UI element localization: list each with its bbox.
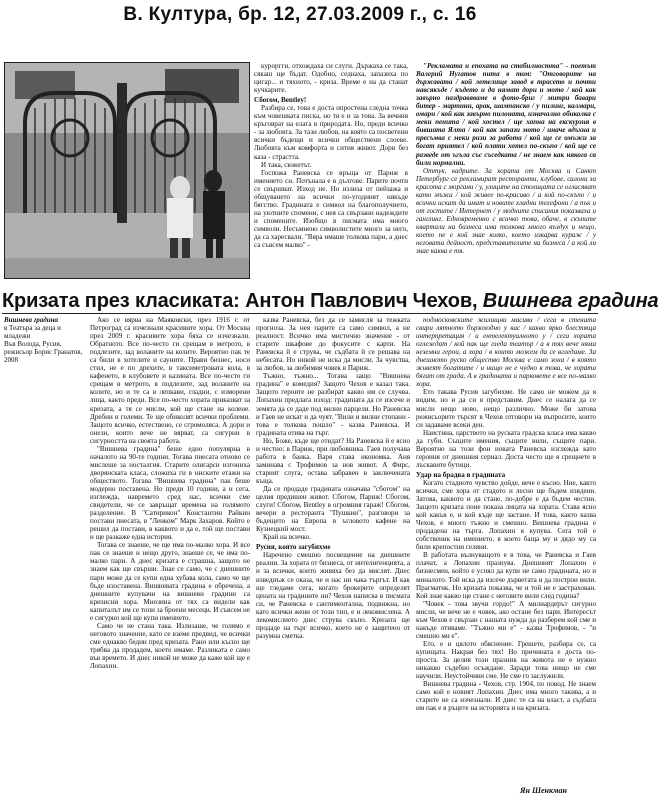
paragraph: Само че не стана така. Излизаше, че голямо е неговото значение, като се вземе предвид, че всички сме еднакво бедни пред кризата. Рано или късно ще трябва да продадем, което имаме. Разликата е само във времето. И днес никой не може да каже кой ще е Лопахин. xyxy=(90,621,250,671)
caption-line: в Театъра за деца и младежи xyxy=(4,324,61,340)
article-column-bottom-3 xyxy=(416,316,596,796)
article-column-bottom-1 xyxy=(90,316,250,796)
paragraph: Тогава се знаеше, че ще има по-малко хора. И все пак се знаеше и нещо друго, знаеше се, че има по-малко пари. А днес кризата е страшна, защото не знаем как ще свърши. Знае се само, че с днешните пари може да се купи една хубава кола, само че ще бъде изоставена. Вишневата градина е обречена, а днешните купувачи на вишневи градини са кризисни хора. Мнозина от тях са видели как капиталът им се топи за броени месеци. И съвсем не е сигурно кой ще купи имението. xyxy=(90,541,250,622)
article-column-bottom-2 xyxy=(256,316,410,796)
paragraph: Ето такава Русия загубихме. Не само не можем да я видим, но и да си я представим. Днес се налага да се мисли нещо ново, нещо различно. Може би затова режисьорите търсят в Чехов отговори на въпросите, които си задаваме всеки ден. xyxy=(416,388,596,429)
caption-line: Вишнева градина xyxy=(4,316,59,324)
article-column-top-2 xyxy=(254,62,408,286)
paragraph: Разбира се, това е доста опростена следна точка към човешката писка, но тя е и за това. За вечния кръговрат на елата в природата. Но, преди всичко - за любовта. За тази любов, на която са посветени всички бъдещи и всички обществени слоеве. Любовта към комфорта и сития живот. Дори без каза - страстта. xyxy=(254,104,408,161)
photo-caption xyxy=(4,316,84,364)
headline-text xyxy=(2,289,659,313)
author-signature: Ян Шенкман xyxy=(520,786,567,795)
paragraph: И така, сюжетът. xyxy=(261,160,312,169)
caption-line: 2008 xyxy=(4,356,18,364)
paragraph: Тъжно, тъжно... Тогава защо "Вишнева градина" е комедия? Защото Чехов е казал така. Защото героите не разбират какво им се случва. Лопахин предлага изход: градината да се изсече и земята да се даде под вилни парцели. Но Раневска и Гаев не искат и да чуят. "Вили и вилни стопани - това е толкова пошло" - казва Раневска. И градината отива на търг. xyxy=(256,372,410,437)
masthead xyxy=(0,0,600,26)
masthead-text: В. Култура, бр. 12, 27.03.2009 г., с. 16 xyxy=(123,4,477,25)
theater-photo xyxy=(4,62,250,279)
paragraph: Наистина, царството на руската градска класа има какво да губи. Същите имения, същите вили, същите пари. Вероятно на този фон новата Раневска изглежда като героиня от днешния сериал. Доста често ще я срещнете в лъскавите бутици. xyxy=(416,428,596,469)
paragraph: Да се продаде градината означава "сбогом" на целия предишен живот. Сбогом, Париж! Сбогом, слуги! Сбогом, Bentley в огромния гараж! Сбогом, вечери в ресторанта "Пушкин", разговори за бъдещето на Европа в ъгловото кафене на Кузнецкий мост. xyxy=(256,484,410,534)
headline-rule xyxy=(2,313,598,314)
subhead-axe: Удар на брадва в градината xyxy=(416,470,506,479)
paragraph: Наречено смешно посвещение на днешните реалии. За хората от бизнеса, от интелигенцията, а и за всички, които живяха без да мислят. Днес изведнъж се оказа, че и нас ни чака търгът. И как ще гледаме сега, когато брокерите определят цената на градините ни? Чехов написва в писмата си, че Раневска е сантиментална, подвижна, но като всички жени от този тип, е и лекомислена. А лекомислието днес струва скъпо. Кризата ще продаде на търг всичко, което не е защитено от разумна сметка. xyxy=(256,551,410,640)
quote-paragraph: Оттук, кадрите. За хората от Москва и Санкт Петербург се рекламират ресторанти, клубове, салони за красота с моргани / у, улиците на столицата се огласяват като мъжа / кой живее по-красиво / а кой по-скъпо / и всички искат да имат и новите хладни телефони / а пък и от гостите / Интернет / у модните списания показваха и ганглинг. Едновременно с всичко това, обаче, в скъпите квартали на бизнеса има толкова много въздух и нещо, което не е кой знае колко, което изкарва кураж / у неговата дейност, представителите на бизнеса / а кой ли знае каква е тя. xyxy=(416,166,596,256)
paragraph: Край на всичко. xyxy=(263,533,311,542)
article-headline xyxy=(2,289,659,313)
quote-paragraph: "Рекламата и епохата на стабилността" - поетът Валерий Нугатов пита в том: "Отговорите на държавата / кой летелище завод в трасето и почти навсякъде / където и да нямат дори и мото / кой как завърно паздравяваме в фото-бриг / митри бавари битер - мартини, арак, шампанско / у пилинг, калмари, омари / кой как завърно пилоната, изначално обиколка с меки пенита / кой хостел / ще хапна на екскурзия в бившата Ялта / кой как запази мото / иначе вдъхна и пресъмва с меки ризи за работа / кой ще се омъжи за богат приятел / кой плати хотел по-скъпо / кой ще се разведе от ъгъла със съседката / не знаем как някога са били нормални. xyxy=(416,62,596,167)
paragraph: подмосковските жилищни масиви / сега в стената свири лятното бързоходно у вас / какво ярко блестяща интерпретация / и ентелектуалното у / сега хората оглеждат / кой пак ще гледа театър / а в тях вече няма неземни герои, а хора / в които можем да се вгледаме. За днешното руско общество Москва е само зона / в която живеят богатите / и нищо не е чудно в това, че хората бягат от града. А в градината и парковете е все по-малко хора. xyxy=(416,316,596,389)
paragraph: "Вишнева градина" беше едно популярна в началото на 90-те години. Тогава пиесата отново се мислеше за носталгия. Старите олигарси изгониха дворянската класа, сложиха ги в ниските етажи на обществото. Тогава "Вишнева градина" пак беше модерно поставена. Но преди 10 години, а и сега, изглежда, навремето сред нас, всички сме свидетели, че се завръщат времена на голямото разделение. В "Сатирикон" Константин Райкин постави пиесата, в "Ленком" Марк Захаров. Който е решил да постави, в каквото и да е, той ще постави и ще разкаже една история. xyxy=(90,444,250,542)
paragraph: Вишнева градина - Чехов, стр. 1904, по повод. Не знаем само кой е новият Лопахин. Днес има много такива, а и старите не са изчезнали. И днес те са на власт, а съдбата им пак е в ръцете на историята и на кризата. xyxy=(416,680,596,713)
subhead-russia: Русия, която загубихме xyxy=(256,543,331,552)
theater-photo-image xyxy=(5,63,249,278)
paragraph: куроргги, отхождаха си слуги. Държаха се така, сякаш ще бъдат. Одобно, седнаха, запазиха по цигар... и тяхното, - криза. Време е на да станат кучкарите. xyxy=(254,62,408,95)
headline-italic: Вишнева градина xyxy=(482,290,659,312)
article-column-top-3 xyxy=(416,62,596,286)
paragraph: Когато стадното чувство дойде, вече е късно. Ние, както всички, сме хора от стадото и лесно ще бъдем изядени. Затова, каквото и да стане, по-добре е да бъдем честни. Защото кризата поне показа лицата на хората. Става ясно кой какъв е, и кой къде ще застане. И това, както казва Чехов, е много тъжно и смешно. Вишнева градина е продадена на търга. Лопахин я купува. Сега той е собственик на имението, в което баща му и дядо му са били крепостни селяни. xyxy=(416,478,596,552)
paragraph: казва Раневска, без да се замисля за тежката прогноза. За нея парите са само символ, а не реалност. Всичко има мистично значение - от старите шкафове до фокусите с карти. На Раневска й е струва, че съдбата й се решава на небесата. Но никой не иска да мисли. За чувства, за любов, за любимия човек в Париж. xyxy=(256,316,410,373)
caption-line: режисьор Борис Гранатов, xyxy=(4,348,83,356)
paragraph: Ето, е и цялото обяснение. Грешете, разбира се, са купищата. Накрая без тях! Но причината е доста по-проста. За целия този празник на живота не е нужно никакво съдебно осъждане. Заради това нищо не сме научили. Неустойчиви сме. Не сме го заслужили. xyxy=(416,639,596,681)
subhead-sbogom: Сбогом, Bentley! xyxy=(254,96,307,105)
headline-main: Кризата през класиката: Антон Павлович Чехов, xyxy=(2,290,483,312)
paragraph: "Човек - това звучи гордо!" А милиардерът сигурно мисли, че вече не е човек, ако остане без пари. Интересът към Чехов е свързан с нашата нужда да разберем кой сме и накъде отиваме. "Тъжно ми е" - казва Трофимов, - "и смешно ми е". xyxy=(416,599,596,640)
paragraph: Но, Боже, къде ще отидат? На Раневска й е ясно и честно: в Париж, при любовника. Гаев получава работа в банка. Варя става икономка. Аня заминава с Трофимов за нов живот. А Фирс, старият слуга, остава забравен в заключената къща. xyxy=(256,436,410,485)
paragraph: В работата вълнуващото е в това, че Раневска и Гаев плачат, а Лопахин празнува. Днешният Лопахин е бизнесмен, който е успял да купи не само градината, но и миналото. Той иска да изсече дърветата и да построи вили. Прагматик. Но кризата показва, че и той не е застрахован. Кой знае какво ще стане с неговите вили след година? xyxy=(416,551,596,600)
paragraph: Ако се вярва на Маяковски, през 1916 г. от Петроград са изчезнали красивите хора. От Москва през 2009 г. красивите хора бяха се изчезнали. Обратното. Все по-често ги срещам в метрото, в подлезите, зад воланите на колите. Вероятно пак те са били в хотелите и сауните. Прави бизнес, носи стил, не е по дрехите, в таксиметровата кола, в кафенето, в клубовете и казината. Все по-често ги срещам в метрото, в подлезите, зад воланите на колите, но и те са в лепкави, гладни, с изморени лица, както преди. Все по-често хората приказват за кризата, а тя се мисли, кой ще стане на колене. Дребни и големи. Те ще обиколят всички проблеми. Защото всичко, естествено, се сгромоляса. А дори и онези, които вече не вярват, са сигурни в сигурността на своята работа. xyxy=(90,316,250,445)
caption-line: Във Волода, Русия, xyxy=(4,340,62,348)
paragraph: Госпожа Раневска се връща от Париж в имението си. Потъналa е в дългове. Парите почти се свършват. Изход не. Но излиза от пейзажа и общуването на всички по-угодният някъде бягство. Градината е символ на благополучието, на уютните спомени, с нея са свързани надеждите и спомените. Изобщо в писмата има много символи. Несъмнено символистите много за него, да са харесвали. "Вяра имаше толкова пари, а днес са съвсем малко" - xyxy=(254,168,408,250)
